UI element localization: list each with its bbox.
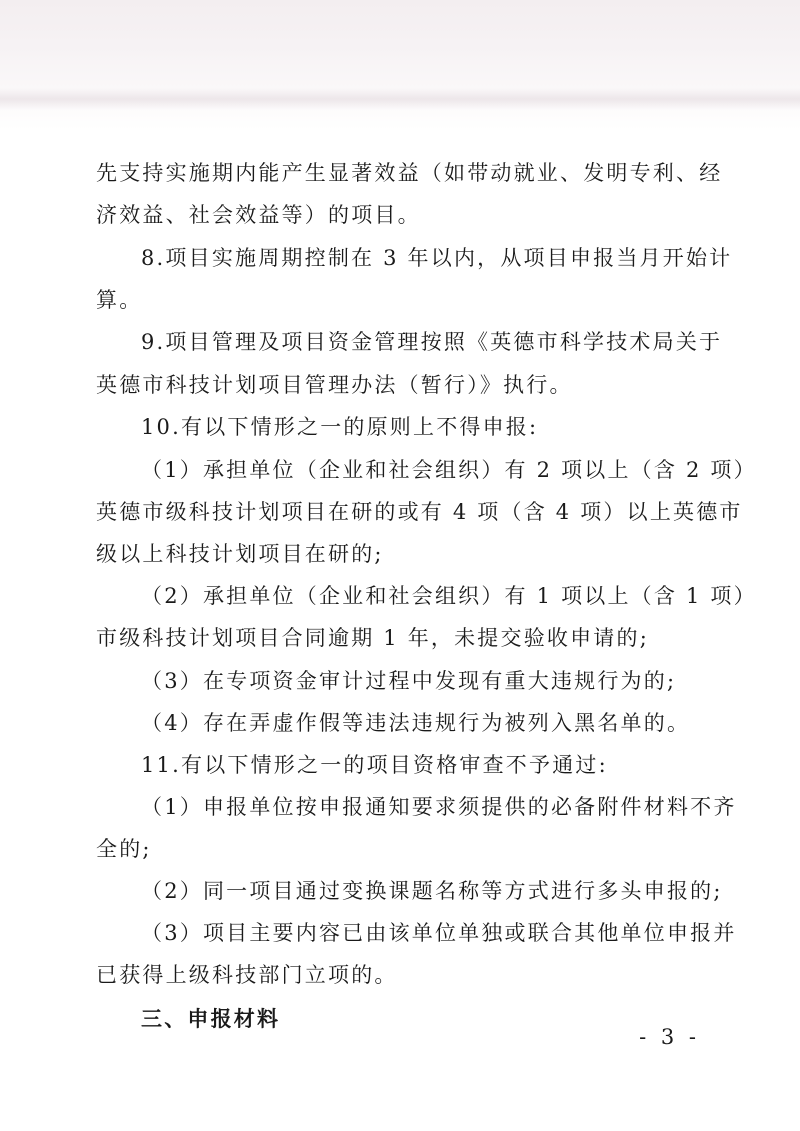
page-number: - 3 - [639,1025,700,1049]
text-line-18: （2）同一项目通过变换课题名称等方式进行多头申报的; [141,879,723,903]
text-line-3: 8.项目实施周期控制在 3 年以内，从项目申报当月开始计 [141,246,733,270]
text-line-8: （1）承担单位（企业和社会组织）有 2 项以上（含 2 项） [141,458,757,482]
text-line-20: 已获得上级科技部门立项的。 [96,963,398,987]
text-line-5: 9.项目管理及项目资金管理按照《英德市科学技术局关于 [141,330,723,354]
text-line-13: （3）在专项资金审计过程中发现有重大违规行为的; [141,669,677,693]
text-line-14: （4）存在弄虚作假等违法违规行为被列入黑名单的。 [141,711,691,735]
text-line-16: （1）申报单位按申报通知要求须提供的必备附件材料不齐 [141,795,737,819]
section-heading: 三、申报材料 [141,1007,281,1031]
text-line-6: 英德市科技计划项目管理办法（暂行）》执行。 [96,373,573,397]
text-line-2: 济效益、社会效益等）的项目。 [96,203,421,227]
text-line-19: （3）项目主要内容已由该单位单独或联合其他单位申报并 [141,921,737,945]
scan-header-shadow [0,0,800,130]
text-line-15: 11.有以下情形之一的项目资格审查不予通过: [141,753,608,777]
text-line-10: 级以上科技计划项目在研的; [96,542,384,566]
text-line-1: 先支持实施期内能产生显著效益（如带动就业、发明专利、经 [96,161,723,185]
text-line-4: 算。 [96,288,143,312]
text-line-17: 全的; [96,837,152,861]
text-line-12: 市级科技计划项目合同逾期 1 年，未提交验收申请的; [96,626,649,650]
text-line-7: 10.有以下情形之一的原则上不得申报: [141,415,539,439]
text-line-11: （2）承担单位（企业和社会组织）有 1 项以上（含 1 项） [141,584,757,608]
text-line-9: 英德市级科技计划项目在研的或有 4 项（含 4 项）以上英德市 [96,500,743,524]
